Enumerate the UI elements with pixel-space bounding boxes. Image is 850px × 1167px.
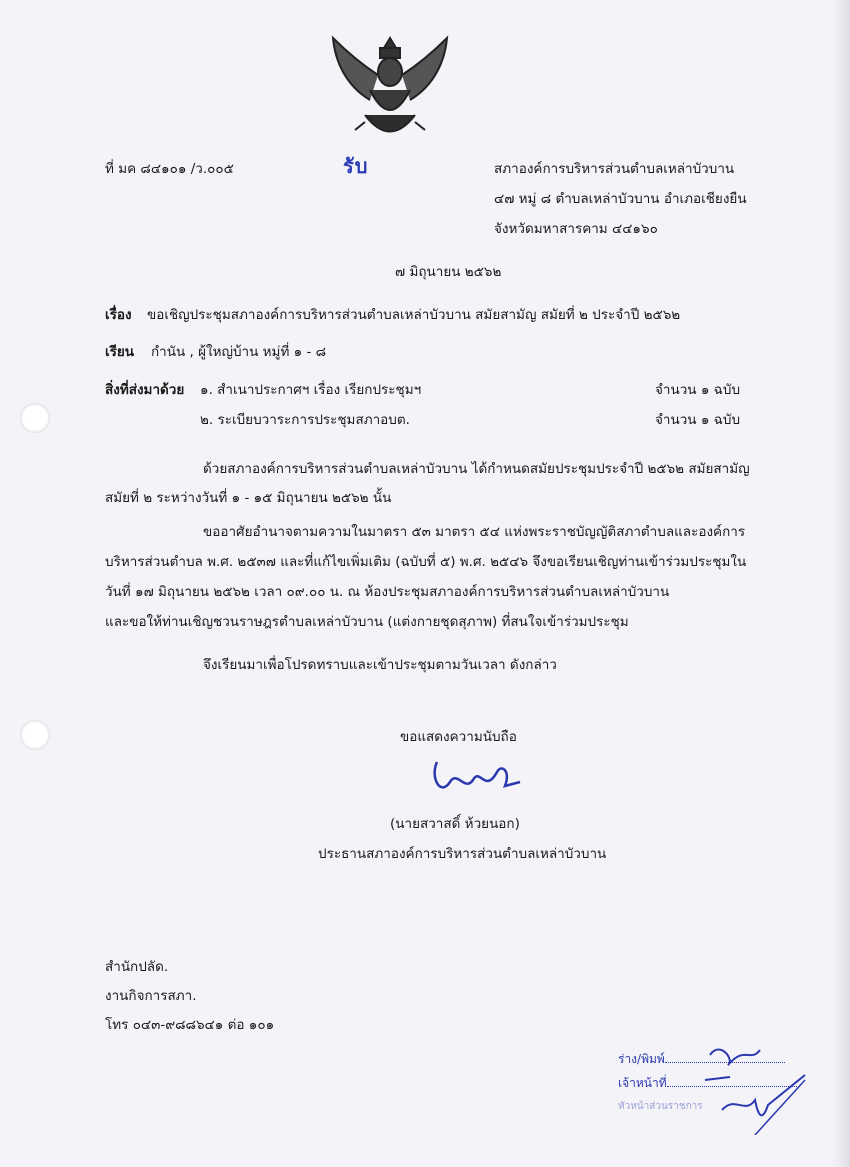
enclosure-item-1: ๑. สำเนาประกาศฯ เรื่อง เรียกประชุมฯ bbox=[200, 382, 422, 398]
body-paragraph2-line4: และขอให้ท่านเชิญชวนราษฎรตำบลเหล่าบัวบาน (แต่งกายชุดสุภาพ) ที่สนใจเข้าร่วมประชุม bbox=[105, 614, 629, 630]
org-name: สภาองค์การบริหารส่วนตำบลเหล่าบัวบาน bbox=[494, 161, 735, 177]
org-address-line1: ๔๗ หมู่ ๘ ตำบลเหล่าบัวบาน อำเภอเชียงยืน bbox=[494, 191, 747, 207]
body-paragraph1-line1: ด้วยสภาองค์การบริหารส่วนตำบลเหล่าบัวบาน ได้กำหนดสมัยประชุมประจำปี ๒๕๖๒ สมัยสามัญ bbox=[203, 461, 750, 477]
closing-salutation: ขอแสดงความนับถือ bbox=[400, 729, 517, 745]
footer-section: งานกิจการสภา. bbox=[105, 988, 197, 1004]
punch-hole-top bbox=[20, 403, 50, 433]
enclosure-qty-1: จำนวน ๑ ฉบับ bbox=[655, 382, 741, 398]
routing-head-text: หัวหน้าส่วนราชการ bbox=[618, 1101, 703, 1112]
reference-number: ที่ มค ๘๔๑๐๑ /ว.๐๐๕ bbox=[105, 161, 234, 177]
footer-phone: โทร ๐๔๓-๙๘๘๖๔๑ ต่อ ๑๐๑ bbox=[105, 1017, 275, 1033]
garuda-emblem bbox=[325, 30, 455, 150]
footer-office: สำนักปลัด. bbox=[105, 959, 169, 975]
body-paragraph2-line2: บริหารส่วนตำบล พ.ศ. ๒๕๓๗ และที่แก้ไขเพิ่มเติม (ฉบับที่ ๕) พ.ศ. ๒๕๔๖ จึงขอเรียนเชิญท่านเข้าร่วมประชุมใน bbox=[105, 554, 747, 570]
recipient-label: เรียน bbox=[105, 344, 135, 360]
punch-hole-bottom bbox=[20, 720, 50, 750]
routing-officer-text: เจ้าหน้าที่ bbox=[618, 1076, 667, 1090]
signer-name: (นายสวาสดิ์ ห้วยนอก) bbox=[390, 816, 520, 832]
routing-head-label bbox=[618, 1098, 703, 1116]
subject-label: เรื่อง bbox=[105, 307, 132, 323]
org-address-line2: จังหวัดมหาสารคาม ๔๔๑๖๐ bbox=[494, 221, 658, 237]
enclosure-qty-2: จำนวน ๑ ฉบับ bbox=[655, 412, 741, 428]
subject-text: ขอเชิญประชุมสภาองค์การบริหารส่วนตำบลเหล่าบัวบาน สมัยสามัญ สมัยที่ ๒ ประจำปี ๒๕๖๒ bbox=[147, 307, 681, 323]
body-paragraph2-line1: ขออาศัยอำนาจตามความในมาตรา ๕๓ มาตรา ๕๔ แห่งพระราชบัญญัติสภาตำบลและองค์การ bbox=[203, 524, 746, 540]
enclosures-label: สิ่งที่ส่งมาด้วย bbox=[105, 382, 185, 398]
routing-draft-text: ร่าง/พิมพ์ bbox=[618, 1052, 665, 1066]
signer-position: ประธานสภาองค์การบริหารส่วนตำบลเหล่าบัวบาน bbox=[318, 846, 607, 862]
body-paragraph3: จึงเรียนมาเพื่อโปรดทราบและเข้าประชุมตามวันเวลา ดังกล่าว bbox=[203, 657, 557, 673]
enclosure-item-2: ๒. ระเบียบวาระการประชุมสภาอบต. bbox=[200, 412, 410, 428]
routing-initials bbox=[700, 1035, 810, 1135]
body-paragraph1-line2: สมัยที่ ๒ ระหว่างวันที่ ๑ - ๑๕ มิถุนายน ๒๕๖๒ นั้น bbox=[105, 490, 392, 506]
letter-date: ๗ มิถุนายน ๒๕๖๒ bbox=[395, 264, 502, 280]
signature bbox=[425, 752, 525, 802]
page-edge-shadow bbox=[832, 0, 850, 1167]
body-paragraph2-line3: วันที่ ๑๗ มิถุนายน ๒๕๖๒ เวลา ๐๙.๐๐ น. ณ ห้องประชุมสภาองค์การบริหารส่วนตำบลเหล่าบัวบาน bbox=[105, 584, 670, 600]
received-stamp: รับ bbox=[343, 154, 369, 178]
recipient-text: กำนัน , ผู้ใหญ่บ้าน หมู่ที่ ๑ - ๘ bbox=[151, 344, 327, 360]
